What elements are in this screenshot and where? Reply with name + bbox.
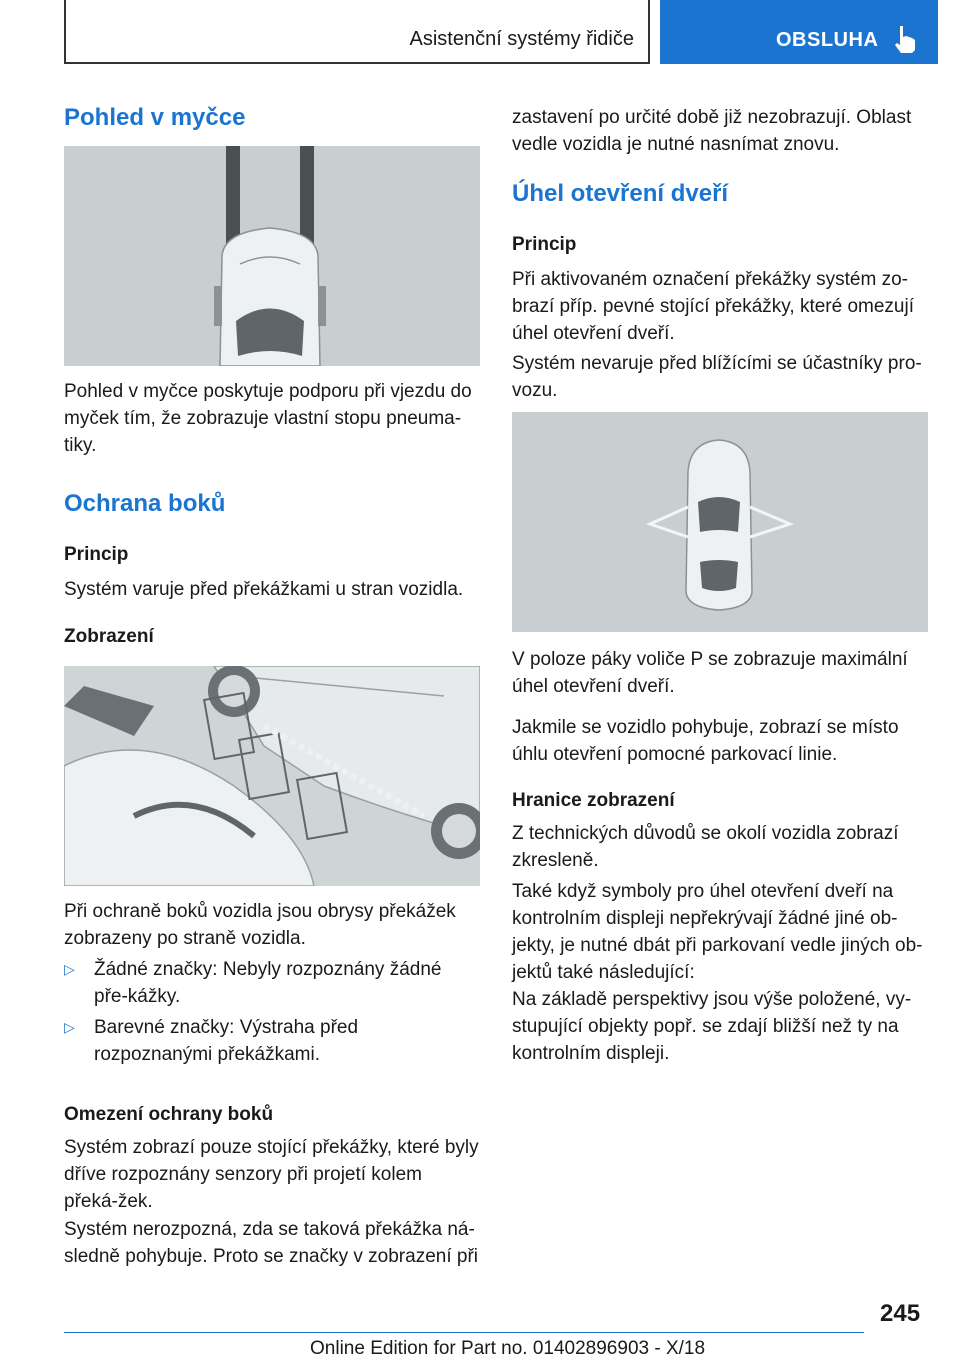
heading-principle: Princip (64, 544, 129, 565)
heading-side-limits: Omezení ochrany boků (64, 1104, 274, 1125)
paragraph-continued: zastavení po určité době již nezobrazují. Oblast vedle vozidla je nutné nasnímat znovu. (512, 107, 912, 155)
paragraph-limits-1: Z technických důvodů se okolí vozidla zobrazí zkresleně. (512, 823, 899, 871)
paragraph-limits-3: Na základě perspektivy jsou výše položené, vy-stupující objekty popř. se zdají bližší než ty na kontrolním displeji. (512, 989, 912, 1064)
paragraph-park-position: V poloze páky voliče P se zobrazuje maximální úhel otevření dveří. (512, 649, 908, 697)
paragraph-principle: Systém varuje před překážkami u stran vozidla. (64, 579, 464, 600)
bullet-triangle-icon: ▷ (64, 1019, 75, 1035)
paragraph-door-principle-1: Při aktivovaném označení překážky systém zo-brazí příp. pevné stojící překážky, které omezují úhel otevření dveří. (512, 269, 914, 344)
footer-divider (64, 1332, 864, 1333)
figure-side-protection (64, 666, 480, 886)
heading-display-limits: Hranice zobrazení (512, 790, 675, 811)
heading-door-angle: Úhel otevření dveří (512, 180, 729, 207)
bullet-triangle-icon: ▷ (64, 961, 75, 977)
figure-wash-view (64, 146, 480, 366)
paragraph-limits-2: Také když symboly pro úhel otevření dveří na kontrolním displeji nepřekrývají žádné jiné ob-jekty, je nutné dbát při parkovaní vedle jiných ob-jektů také následující: (512, 881, 923, 983)
pointing-hand-icon (892, 24, 918, 54)
tab-label: OBSLUHA (776, 29, 879, 51)
paragraph-display: Při ochraně boků vozidla jsou obrysy překážek zobrazeny po straně vozidla. (64, 901, 456, 949)
header-frame (64, 0, 650, 64)
heading-side-protection: Ochrana boků (64, 490, 226, 517)
paragraph-door-principle-2: Systém nevaruje před blížícími se účastníky pro-vozu. (512, 353, 922, 401)
paragraph-moving: Jakmile se vozidlo pohybuje, zobrazí se místo úhlu otevření pomocné parkovací linie. (512, 717, 899, 765)
paragraph-wash-view: Pohled v myčce poskytuje podporu při vjezdu do myček tím, že zobrazuje vlastní stopu pneuma-tiky. (64, 381, 472, 456)
paragraph-side-limits-2: Systém nerozpozná, zda se taková překážka ná-sledně pohybuje. Proto se značky v zobrazení při (64, 1219, 479, 1267)
heading-principle-2: Princip (512, 234, 577, 255)
page-number: 245 (880, 1300, 921, 1327)
footer-edition: Online Edition for Part no. 01402896903 - X/18 (310, 1338, 706, 1359)
paragraph-side-limits-1: Systém zobrazí pouze stojící překážky, které byly dříve rozpoznány senzory při projetí kolem překá-žek. (64, 1137, 479, 1212)
heading-wash-view: Pohled v myčce (64, 104, 246, 131)
section-title: Asistenční systémy řidiče (409, 28, 634, 50)
figure-door-angle (512, 412, 928, 632)
heading-display: Zobrazení (64, 626, 154, 647)
